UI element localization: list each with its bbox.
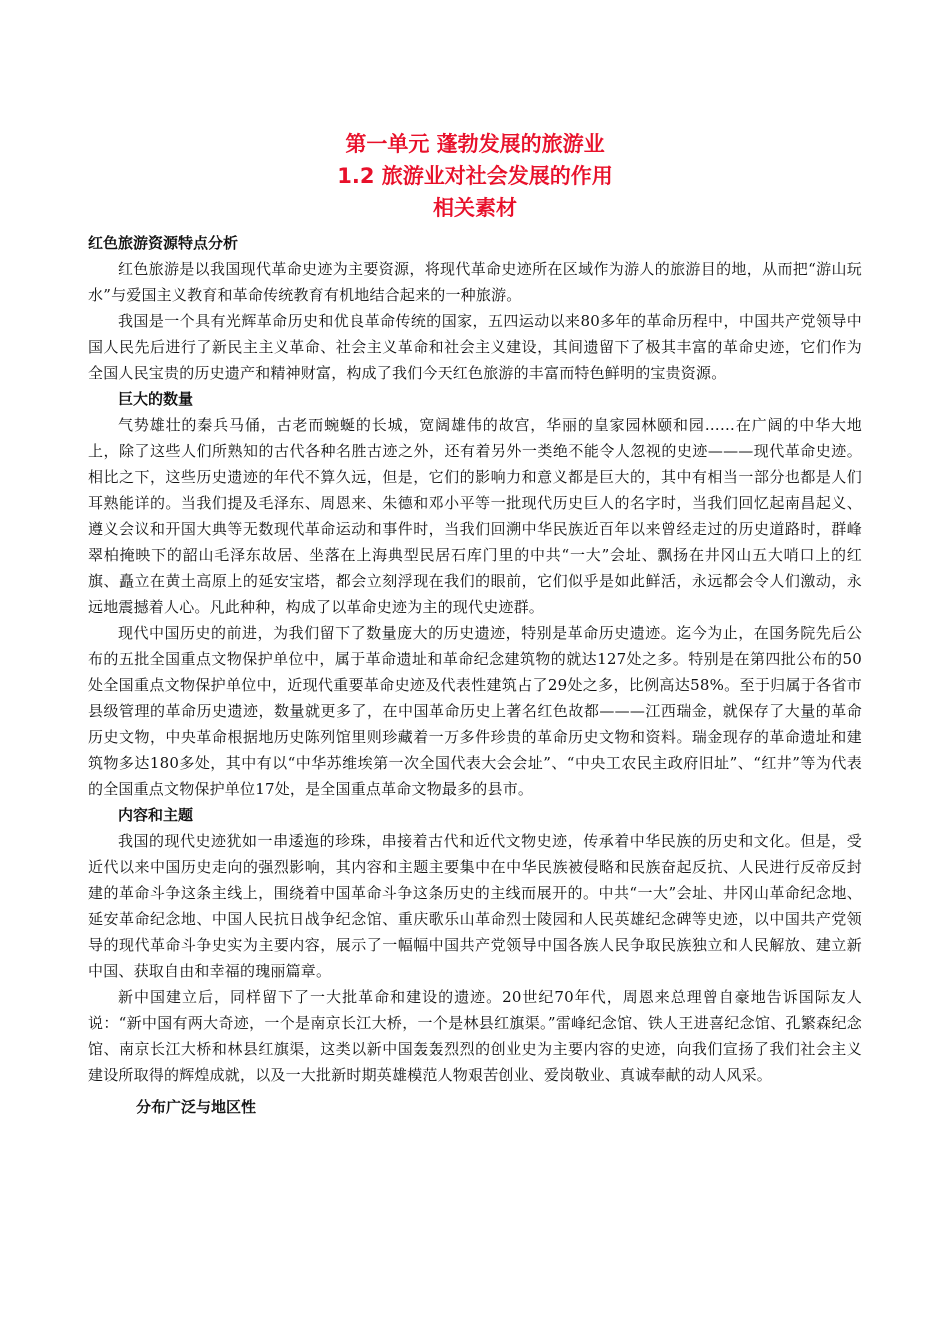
paragraph: 气势雄壮的秦兵马俑，古老而蜿蜒的长城，宽阔雄伟的故宫，华丽的皇家园林颐和园……在广阔的中华大地上，除了这些人们所熟知的古代各种名胜古迹之外，还有着另外一类绝不能令人忽视的史迹———现代革命史迹。相比之下，这些历史遗迹的年代不算久远，但是，它们的影响力和意义都是巨大的，其中有相当一部分也都是人们耳熟能详的。当我们提及毛泽东、周恩来、朱德和邓小平等一批现代历史巨人的名字时，当我们回忆起南昌起义、遵义会议和开国大典等无数现代革命运动和事件时，当我们回溯中华民族近百年以来曾经走过的历史道路时，群峰翠柏掩映下的韶山毛泽东故居、坐落在上海典型民居石库门里的中共“一大”会址、飘扬在井冈山五大哨口上的红旗、矗立在黄土高原上的延安宝塔，都会立刻浮现在我们的眼前，它们似乎是如此鲜活，永远都会令人们激动，永远地震撼着人心。凡此种种，构成了以革命史迹为主的现代史迹群。 [88, 416, 862, 616]
paragraph: 红色旅游是以我国现代革命史迹为主要资源，将现代革命史迹所在区域作为游人的旅游目的地，从而把“游山玩水”与爱国主义教育和革命传统教育有机地结合起来的一种旅游。 [88, 260, 862, 304]
section-heading-distribution: 分布广泛与地区性 [136, 1098, 257, 1116]
paragraph: 新中国建立后，同样留下了一大批革命和建设的遗迹。20世纪70年代，周恩来总理曾自豪地告诉国际友人说：“新中国有两大奇迹，一个是南京长江大桥，一个是林县红旗渠。”雷峰纪念馆、铁人王进喜纪念馆、孔繁森纪念馆、南京长江大桥和林县红旗渠，这类以新中国轰轰烈烈的创业史为主要内容的史迹，向我们宣扬了我们社会主义建设所取得的辉煌成就，以及一大批新时期英雄模范人物艰苦创业、爱岗敬业、真诚奉献的动人风采。 [88, 988, 862, 1084]
paragraph: 我国的现代史迹犹如一串逶迤的珍珠，串接着古代和近代文物史迹，传承着中华民族的历史和文化。但是，受近代以来中国历史走向的强烈影响，其内容和主题主要集中在中华民族被侵略和民族奋起反抗、人民进行反帝反封建的革命斗争这条主线上，围绕着中国革命斗争这条历史的主线而展开的。中共“一大”会址、井冈山革命纪念地、延安革命纪念地、中国人民抗日战争纪念馆、重庆歌乐山革命烈士陵园和人民英雄纪念碑等史迹，以中国共产党领导的现代革命斗争史实为主要内容，展示了一幅幅中国共产党领导中国各族人民争取民族独立和人民解放、建立新中国、获取自由和幸福的瑰丽篇章。 [88, 832, 862, 980]
section-heading-analysis: 红色旅游资源特点分析 [88, 234, 239, 252]
unit-title: 第一单元 蓬勃发展的旅游业 [345, 132, 605, 156]
paragraph: 现代中国历史的前进，为我们留下了数量庞大的历史遗迹，特别是革命历史遗迹。迄今为止，在国务院先后公布的五批全国重点文物保护单位中，属于革命遗址和革命纪念建筑物的就达127处之多。特别是在第四批公布的50处全国重点文物保护单位中，近现代重要革命史迹及代表性建筑占了29处之多，比例高达58%。至于归属于各省市县级管理的革命历史遗迹，数量就更多了，在中国革命历史上著名红色故都———江西瑞金，就保存了大量的革命历史文物，中央革命根据地历史陈列馆里则珍藏着一万多件珍贵的革命历史文物和资料。瑞金现存的革命遗址和建筑物多达180多处，其中有以“中华苏维埃第一次全国代表大会会址”、“中央工农民主政府旧址”、“红井”等为代表的全国重点文物保护单位17处，是全国重点革命文物最多的县市。 [88, 624, 862, 798]
material-title: 相关素材 [433, 196, 517, 220]
section-heading-content: 内容和主题 [118, 806, 194, 824]
lesson-title: 1.2 旅游业对社会发展的作用 [337, 164, 613, 188]
section-heading-quantity: 巨大的数量 [118, 390, 194, 408]
paragraph: 我国是一个具有光辉革命历史和优良革命传统的国家，五四运动以来80多年的革命历程中，中国共产党领导中国人民先后进行了新民主主义革命、社会主义革命和社会主义建设，其间遗留下了极其丰富的革命史迹，它们作为全国人民宝贵的历史遗产和精神财富，构成了我们今天红色旅游的丰富而特色鲜明的宝贵资源。 [88, 312, 862, 382]
title-block [88, 128, 862, 224]
